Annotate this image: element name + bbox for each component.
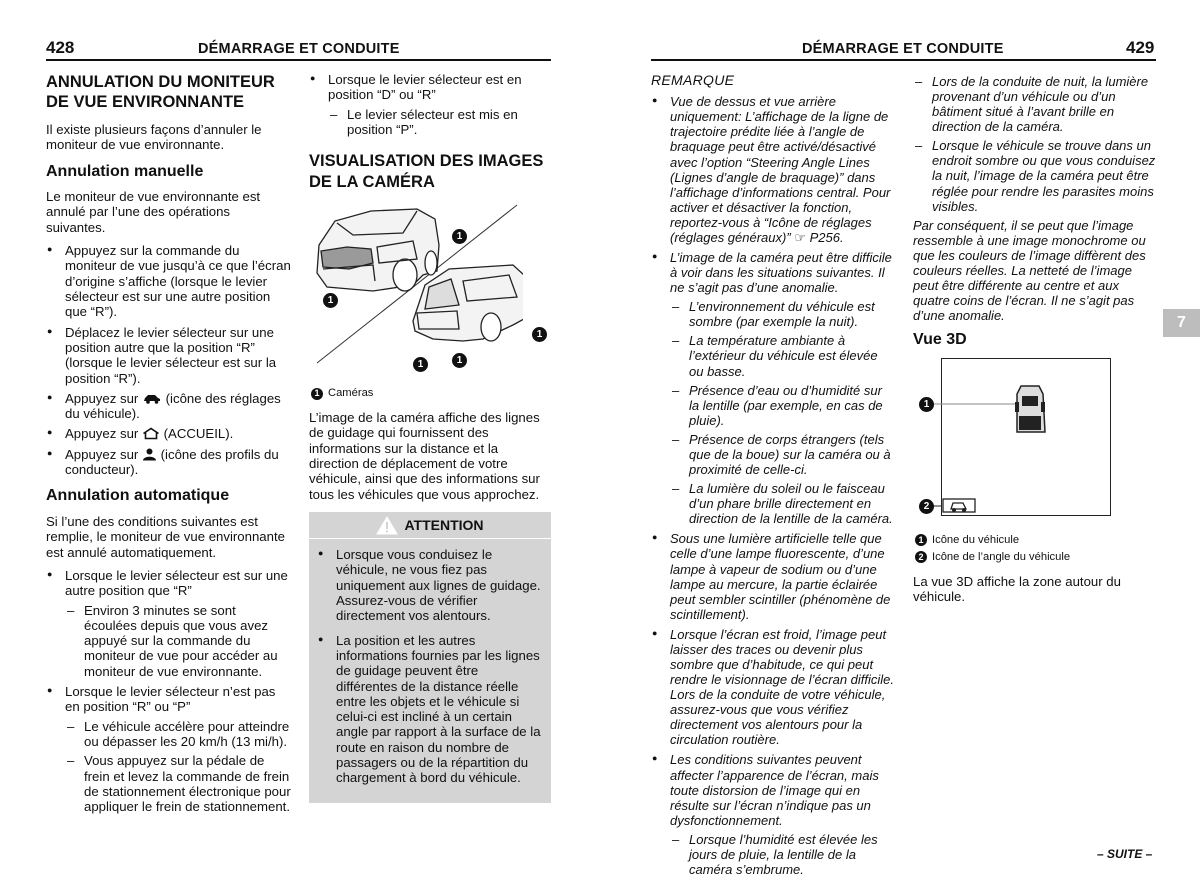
driver-profile-icon [142, 448, 157, 461]
column-4 [913, 74, 1158, 612]
list-item: ● Appuyez sur la commande du moniteur de vue jusqu’à ce que l’écran d’origine s’affiche (lorsque le levier sélecteur est sur une autre position que “R”). [46, 243, 292, 320]
sub-item: – Le levier sélecteur est mis en position “P”. [328, 107, 553, 138]
auto-list-continued [309, 72, 553, 137]
sub-item: – Présence d’eau ou d’humidité sur la lentille (par exemple, en cas de pluie). [670, 383, 894, 428]
home-icon [142, 427, 160, 440]
header-rule-left [46, 59, 551, 61]
vehicle-icon [1015, 386, 1045, 432]
sub-item: – Lorsque le véhicule se trouve dans un endroit sombre ou que vous conduisez la nuit, l’image de la caméra peut être réglée pour rendre les parasites moins visibles. [913, 138, 1158, 213]
page-number-left: 428 [46, 38, 75, 57]
column-1 [46, 72, 292, 820]
caption-callout: 1 [311, 388, 323, 400]
remarque-trailing-text: Par conséquent, il se peut que l’image ressemble à une image monochrome ou que les couleurs de l’image diffèrent des couleurs réelles. La netteté de l’image peut être différente au centre et aux quatre coins de l’écran. Il ne s’agit pas d’une anomalie. [913, 217, 1146, 324]
legend-item-2: 2 Icône de l’angle du véhicule [915, 551, 1158, 564]
column-2 [309, 72, 553, 803]
manual-list [46, 243, 292, 477]
callout-1: 1 [919, 397, 934, 412]
figure-caption: 1 Caméras [311, 387, 553, 400]
sub-item: – Lors de la conduite de nuit, la lumière provenant d’un véhicule ou d’un bâtiment situé à l’avant brille en direction de la caméra. [913, 74, 1158, 134]
list-item: ● Déplacez le levier sélecteur sur une position autre que la position “R” (lorsque le levier sélecteur est sur la position “R”). [46, 325, 292, 386]
vehicle-angle-icon [943, 499, 975, 512]
camera-body-text: L’image de la caméra affiche des lignes de guidage qui fournissent des informations sur la distance et la direction de déplacement de votre véhicule, ainsi que des informations sur tous les véhicules que vous approchez. [309, 410, 540, 502]
legend-item-1: 1 Icône du véhicule [915, 534, 1158, 547]
car-settings-icon [142, 393, 162, 404]
list-item: ● Appuyez sur (icône des profils du conducteur). [46, 447, 292, 478]
sub-item: – La température ambiante à l’extérieur du véhicule est élevée ou basse. [670, 333, 894, 378]
manual-intro: Le moniteur de vue environnante est annulé par l’une des opérations suivantes. [46, 189, 261, 235]
running-head-right: DÉMARRAGE ET CONDUITE [802, 41, 1004, 57]
intro-text: Il existe plusieurs façons d’annuler le moniteur de vue environnante. [46, 121, 262, 153]
sub-item: – Environ 3 minutes se sont écoulées depuis que vous avez appuyé sur la commande du moniteur de vue pour accéder au moniteur de vue environnante. [65, 603, 292, 680]
sub-item: – L’environnement du véhicule est sombre (par exemple la nuit). [670, 299, 894, 329]
list-item: ● Appuyez sur (ACCUEIL). [46, 426, 292, 441]
section-heading-visualisation: VISUALISATION DES IMAGES DE LA CAMÉRA [309, 152, 544, 191]
running-head-left: DÉMARRAGE ET CONDUITE [198, 41, 400, 57]
list-item: ● Lorsque le levier sélecteur est en position “D” ou “R” – Le levier sélecteur est mis en position “P”. [309, 72, 553, 137]
callout-2: 2 [919, 499, 934, 514]
list-item: ● Appuyez sur (icône des réglages du véhicule). [46, 391, 292, 422]
auto-intro: Si l’une des conditions suivantes est remplie, le moniteur de vue environnante est annulé automatiquement. [46, 513, 285, 560]
header-rule-right [651, 59, 1156, 61]
list-item: ● Lorsque le levier sélecteur n’est pas en position “R” ou “P” – Le véhicule accélère pour atteindre ou dépasser les 20 km/h (13 mi/h). – Vous appuyez sur la pédale de frein et levez la commande de frein de stationnement électronique pour appliquer le frein de stationnement. [46, 684, 292, 815]
vue-3d-screen-figure [913, 358, 1113, 520]
sub-item: – Le véhicule accélère pour atteindre ou dépasser les 20 km/h (13 mi/h). [65, 719, 292, 750]
section-heading-annulation: ANNULATION DU MONITEUR DE VUE ENVIRONNANTE [46, 73, 275, 112]
attention-header: ATTENTION [309, 512, 551, 539]
vue-3d-body: La vue 3D affiche la zone autour du véhicule. [913, 573, 1121, 605]
attention-box [309, 512, 551, 803]
remarque-list [651, 94, 894, 877]
list-item: ● Lorsque l’écran est froid, l’image peut laisser des traces ou devenir plus sombre que d’habitude, ce qui peut rendre le visionnage de l’écran difficile. Lors de la conduite de votre véhicule, assurez-vous que vous vérifiez directement vos alentours pour la circulation routière. [651, 627, 894, 748]
attention-item: ● La position et les autres informations fournies par les lignes de guidage peuvent être différentes de la distance réelle entre les objets et le véhicule si celui-ci est incliné à un certain angle par rapport à la surface de la route en raison du nombre de passagers ou de la répartition du chargement à bord du véhicule. [317, 633, 541, 786]
list-item: ● Vue de dessus et vue arrière uniquement: L’affichage de la ligne de trajectoire prédite liée à l’angle de braquage peut être activé/désactivé avec l’option “Steering Angle Lines (Lignes d’angle de braquage)” dans l’affichage d’informations central. Pour activer et désactiver la fonction, reportez-vous à “Icône de réglages (réglages généraux)” ☞ P256. [651, 94, 894, 245]
warning-triangle-icon [376, 516, 398, 535]
callout-1-side-camera: 1 [452, 229, 467, 244]
auto-list [46, 568, 292, 815]
suv-drawing [313, 201, 523, 369]
attention-item: ● Lorsque vous conduisez le véhicule, ne vous fiez pas uniquement aux lignes de guidage. Assurez-vous de vérifier directement vos alentours. [317, 547, 541, 624]
sub-item: – Vous appuyez sur la pédale de frein et levez la commande de frein de stationnement électronique pour appliquer le frein de stationnement. [65, 753, 292, 814]
continued-marker: – SUITE – [1097, 847, 1153, 861]
column-3 [651, 72, 894, 882]
vue-3d-diagram [913, 358, 1113, 520]
remarque-heading: REMARQUE [651, 72, 735, 88]
vue-3d-heading: Vue 3D [913, 331, 967, 349]
callout-1-tailgate-camera: 1 [532, 327, 547, 342]
sub-item: – La lumière du soleil ou le faisceau d’un phare brille directement en direction de la lentille de la caméra. [670, 481, 894, 526]
page-number-right: 429 [1126, 38, 1155, 57]
page-reference: ☞ P256. [794, 229, 844, 245]
sub-item: – Présence de corps étrangers (tels que de la boue) sur la caméra ou à proximité de celle-ci. [670, 432, 894, 477]
callout-1-grille-camera: 1 [413, 357, 428, 372]
auto-heading: Annulation automatique [46, 487, 230, 505]
list-item: ● Lorsque le levier sélecteur est sur une autre position que “R” – Environ 3 minutes se sont écoulées depuis que vous avez appuyé sur la commande du moniteur de vue pour accéder au moniteur de vue environnante. [46, 568, 292, 679]
list-item: ● Les conditions suivantes peuvent affecter l’apparence de l’écran, mais toute distorsion de l’image qui en résulte sur l’écran n’indique pas un dysfonctionnement. – Lorsque l’humidité est élevée les jours de pluie, la lentille de la caméra s’embrume. [651, 752, 894, 877]
chapter-tab: 7 [1163, 309, 1200, 337]
list-item: ● Sous une lumière artificielle telle que celle d’une lampe fluorescente, d’une lampe à vapeur de sodium ou d’une lampe au mercure, la partie éclairée peut sembler scintiller (phénomène de scintillement). [651, 531, 894, 621]
callout-1-front-camera: 1 [323, 293, 338, 308]
manual-heading: Annulation manuelle [46, 162, 204, 180]
list-item: ● L’image de la caméra peut être difficile à voir dans les situations suivantes. Il ne s’agit pas d’une anomalie. – L’environnement du véhicule est sombre (par exemple la nuit). – La température ambiante à l’extérieur du véhicule est élevée ou basse. – Présence d’eau ou d’humidité sur la lentille (par exemple, en cas de pluie). – Présence de corps étrangers (tels que de la boue) sur la caméra ou à proximité de celle-ci. – La lumière du soleil ou le faisceau d’un phare brille directement en direction de la lentille de la caméra. [651, 250, 894, 526]
sub-item: – Lorsque l’humidité est élevée les jours de pluie, la lentille de la caméra s’embrume. [670, 832, 894, 877]
camera-illustration [313, 201, 543, 370]
callout-1-rear-camera: 1 [452, 353, 467, 368]
